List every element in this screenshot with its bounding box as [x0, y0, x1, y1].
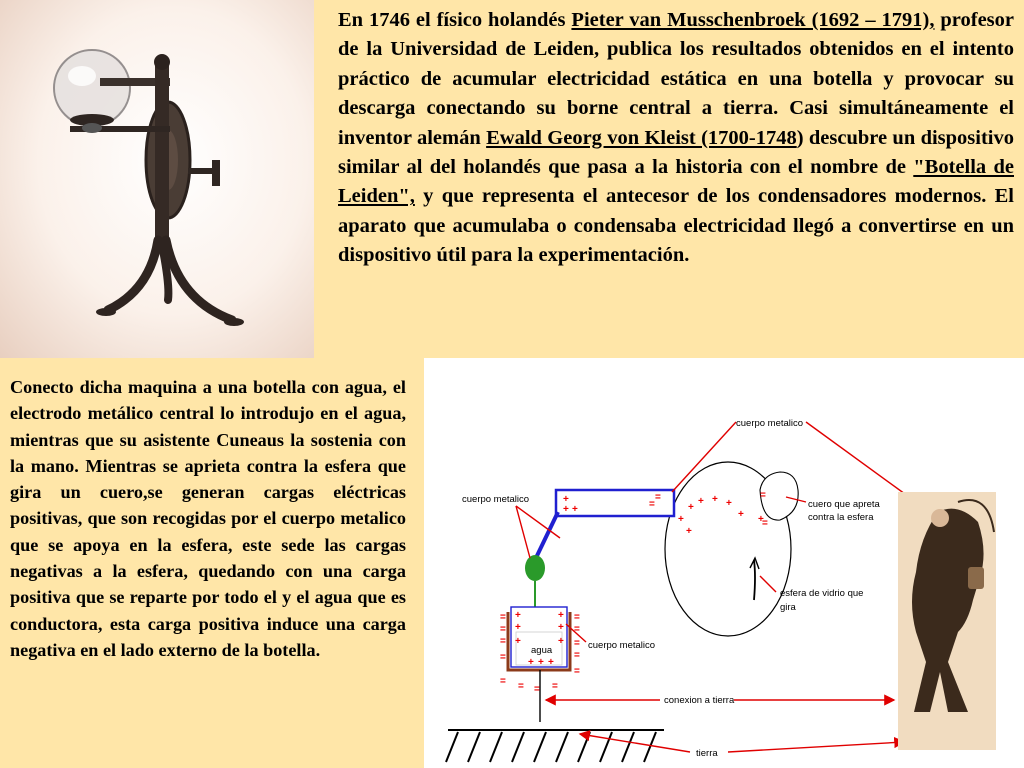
- leyden-jar-diagram: [428, 362, 1024, 768]
- green-ball: [525, 555, 545, 581]
- link-musschenbroek[interactable]: Pieter van Musschenbroek (1692 – 1791),: [571, 9, 935, 31]
- svg-text:+: +: [548, 657, 554, 668]
- label-tierra: tierra: [696, 748, 718, 759]
- label-agua: agua: [531, 645, 553, 656]
- svg-text:+: +: [538, 657, 544, 668]
- svg-text:=: =: [552, 681, 558, 692]
- svg-text:+: +: [563, 504, 569, 515]
- svg-text:+: +: [558, 610, 564, 621]
- svg-text:=: =: [762, 518, 768, 529]
- svg-text:=: =: [500, 652, 506, 663]
- svg-text:=: =: [760, 490, 766, 501]
- label-esfera-line1: esfera de vidrio que: [780, 588, 864, 599]
- label-cuerpo-metalico-top: cuerpo metalico: [736, 418, 804, 429]
- svg-text:+: +: [726, 498, 732, 509]
- svg-text:=: =: [534, 684, 540, 695]
- svg-text:=: =: [574, 638, 580, 649]
- svg-text:+: +: [515, 622, 521, 633]
- svg-text:+: +: [688, 502, 694, 513]
- rotation-arrow: [754, 560, 755, 600]
- intro-text-part1: En 1746 el físico holandés: [338, 9, 572, 31]
- svg-text:=: =: [500, 676, 506, 687]
- svg-text:+: +: [698, 496, 704, 507]
- electrostatic-machine-illustration: [0, 0, 314, 358]
- svg-text:+: +: [678, 514, 684, 525]
- label-conexion-tierra: conexion a tierra: [664, 695, 735, 706]
- svg-text:+: +: [515, 636, 521, 647]
- intro-text-part2: profesor de la Universidad de Leiden, publica los resultados obtenidos en el intento práctico de acumular electricidad estática en una botella y provocar su descarga conectando su borne central a tierra. Casi simultáneamente el inventor alemán: [338, 9, 1014, 149]
- svg-text:=: =: [649, 499, 655, 510]
- charge-signs: [500, 490, 768, 695]
- pointer-lines: [516, 422, 916, 642]
- svg-text:=: =: [574, 612, 580, 623]
- svg-text:+: +: [528, 657, 534, 668]
- svg-text:=: =: [574, 666, 580, 677]
- link-kleist[interactable]: Ewald Georg von Kleist (1700-1748: [486, 126, 797, 149]
- svg-text:+: +: [758, 514, 764, 525]
- intro-text-part4: y que representa el antecesor de los condensadores modernos. El aparato que acumulaba o condensaba electricidad llegó a convertirse en un dispositivo útil para la experimentación.: [338, 185, 1014, 267]
- svg-text:=: =: [500, 624, 506, 635]
- svg-text:+: +: [686, 526, 692, 537]
- machine-photo: [0, 0, 314, 358]
- label-cuerpo-metalico-left: cuerpo metalico: [462, 494, 530, 505]
- label-esfera-line2: gira: [780, 602, 796, 613]
- ground-hatching: [446, 732, 656, 762]
- svg-text:=: =: [500, 612, 506, 623]
- svg-text:+: +: [558, 622, 564, 633]
- link-botella-de-leiden[interactable]: "Botella de Leiden",: [338, 156, 1014, 208]
- svg-text:=: =: [500, 636, 506, 647]
- svg-text:+: +: [515, 610, 521, 621]
- svg-text:+: +: [738, 509, 744, 520]
- label-cuero-line2: contra la esfera: [808, 512, 874, 523]
- label-cuerpo-metalico-bottle: cuerpo metalico: [588, 640, 656, 651]
- svg-text:=: =: [574, 624, 580, 635]
- experiment-paragraph: Conecto dicha maquina a una botella con agua, el electrodo metálico central lo introdujo en el agua, mientras que su asistente Cuneaus la sostenia con la mano. Mientras se aprieta contra la esfera que gira un cuero,se generan cargas eléctricas positivas, que son recogidas por el cuerpo metalico que se apoya en la esfera, este sede las cargas negativas a la esfera, quedando con una carga positiva que se reparte por todo el y el agua que es conductora, esta carga positiva induce una carga negativa en el lado externo de la botella.: [10, 377, 406, 660]
- engraving-man-with-jar: [898, 492, 996, 750]
- intro-text-part3: ) descubre un dispositivo similar al del holandés que pasa a la historia con el nombre de: [338, 126, 1014, 179]
- label-cuero-line1: cuero que apreta: [808, 499, 880, 510]
- svg-text:+: +: [712, 494, 718, 505]
- svg-text:+: +: [558, 636, 564, 647]
- svg-text:=: =: [655, 492, 661, 503]
- intro-paragraph: [338, 6, 1014, 271]
- svg-text:+: +: [572, 504, 578, 515]
- svg-text:+: +: [563, 494, 569, 505]
- svg-text:=: =: [574, 650, 580, 661]
- svg-text:=: =: [518, 681, 524, 692]
